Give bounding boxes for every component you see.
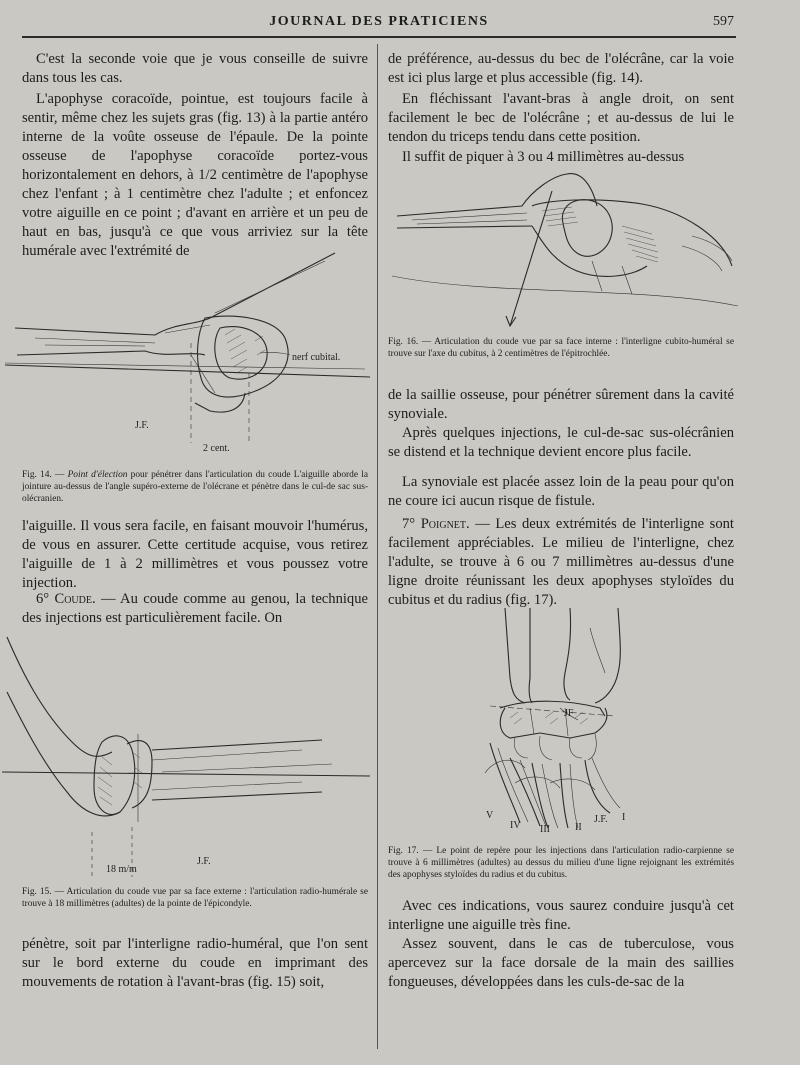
left-paragraph-3: l'aiguille. Il vous sera facile, en faisant mouvoir l'humérus, de vous en assurer. Cette certitude acquise, vous retirez l'aiguille de 1 à 2 millimètres et vous poussez votre injection. (22, 518, 368, 591)
left-paragraph-5: pénètre, soit par l'interligne radio-huméral, que l'on sent sur le bord externe du coude en imprimant des mouvements de rotation à l'avant-bras (fig. 15) soit, (22, 936, 368, 990)
figure-15 (2, 632, 370, 880)
fig14-nerve-label: nerf cubital. (292, 352, 341, 363)
fig14-signature: J.F. (135, 420, 149, 431)
fig17-signature-bottom: J.F. (594, 814, 608, 825)
right-paragraph-8-block (388, 897, 734, 935)
left-paragraph-4-block (22, 590, 368, 628)
figure-14-caption-block (22, 469, 368, 505)
page-number: 597 (713, 14, 734, 29)
right-paragraph-3: Il suffit de piquer à 3 ou 4 millimètres au-dessus (402, 149, 685, 165)
figure-15-caption-block (22, 886, 368, 910)
figure-15-drawing (2, 632, 370, 880)
figure-16-caption-block (388, 336, 734, 360)
figure-16-drawing (392, 166, 738, 334)
right-paragraph-2-block (388, 90, 734, 147)
left-paragraph-5-block (22, 935, 368, 992)
fig17-signature-top: JF (564, 708, 574, 719)
figure-17-drawing (470, 608, 670, 838)
fig15-signature: J.F. (197, 856, 211, 867)
right-paragraph-9-block (388, 935, 734, 992)
figure-14-caption: Fig. 14. — Point d'élection pour pénétrer dans l'articulation du coude L'aiguille aborde la jointure au-dessus de l'angle supéro-externe de l'olécrane et pénètre dans le cul-de sac sus-olécranien. (22, 470, 368, 504)
figure-16-caption: Fig. 16. — Articulation du coude vue par sa face interne : l'interligne cubito-huméral se trouve sur l'axe du cubitus, à 2 centimètres de l'épitrochlée. (388, 337, 734, 359)
right-paragraph-1-block (388, 50, 734, 88)
figure-15-caption: Fig. 15. — Articulation du coude vue par sa face externe : l'articulation radio-humérale se trouve à 18 millimètres (adultes) de la pointe de l'épicondyle. (22, 887, 368, 909)
figure-17-caption: Fig. 17. — Le point de repère pour les injections dans l'articulation radio-carpienne se trouve à 6 millimètres (adultes) au dessus du milieu d'une ligne rejoignant les extrémités des apophyses styloïdes du radius et du cubitus. (388, 846, 734, 880)
fig17-finger-label-v: V (486, 810, 494, 821)
figure-16 (392, 166, 738, 334)
running-header (22, 10, 736, 38)
right-paragraph-2: En fléchissant l'avant-bras à angle droit, on sent facilement le bec de l'olécrâne ; et au-dessus de lui le tendon du triceps tendu dans cette position. (388, 91, 734, 145)
fig17-finger-label-iv: IV (510, 820, 521, 831)
left-paragraph-2-block (22, 90, 368, 261)
right-paragraph-3-block (388, 148, 734, 167)
fig17-finger-label-ii: II (575, 822, 582, 833)
figure-17-caption-block (388, 845, 734, 881)
figure-14-drawing (5, 243, 370, 458)
figure-14 (5, 243, 370, 458)
right-paragraph-4: de la saillie osseuse, pour pénétrer sûrement dans la cavité synoviale. (388, 387, 734, 422)
right-paragraph-5-block (388, 424, 734, 462)
right-paragraph-4-block (388, 386, 734, 424)
left-paragraph-1: C'est la seconde voie que je vous conseille de suivre dans tous les cas. (22, 51, 368, 86)
right-paragraph-5: Après quelques injections, le cul-de-sac sus-olécrânien se distend et la technique devient encore plus facile. (388, 425, 734, 460)
fig15-distance-label: 18 m/m (106, 864, 137, 875)
right-paragraph-1: de préférence, au-dessus du bec de l'olécrâne, car la voie est ici plus large et plus accessible (fig. 14). (388, 51, 734, 86)
left-paragraph-4: 6° Coude. — Au coude comme au genou, la technique des injections est particulièrement facile. On (22, 591, 368, 626)
fig17-finger-label-iii: III (540, 824, 550, 835)
left-paragraph-3-block (22, 517, 368, 593)
right-paragraph-7-block (388, 515, 734, 610)
right-paragraph-6: La synoviale est placée assez loin de la peau pour qu'on ne coure ici aucun risque de fistule. (388, 474, 734, 509)
figure-17 (470, 608, 670, 838)
fig14-distance-label: 2 cent. (203, 443, 230, 454)
right-paragraph-7: 7° Poignet. — Les deux extrémités de l'interligne sont facilement appréciables. Le milieu de l'interligne, chez l'adulte, se trouve à 6 ou 7 millimètres au-dessus d'une ligne droite réunissant les deux apophyses styloïdes du cubitus et du radius (fig. 17). (388, 516, 734, 608)
journal-title: JOURNAL DES PRATICIENS (269, 14, 489, 29)
right-paragraph-9: Assez souvent, dans le cas de tuberculose, vous apercevez sur la face dorsale de la main des saillies fongueuses, développées dans les culs-de-sac de la (388, 936, 734, 990)
right-paragraph-8: Avec ces indications, vous saurez conduire jusqu'à cet interligne une aiguille très fine. (388, 898, 734, 933)
left-paragraph-2: L'apophyse coracoïde, pointue, est toujours facile à sentir, même chez les sujets gras (fig. 13) à la partie antéro interne de la voûte osseuse de l'épaule. De la pointe osseuse de l'apophyse coracoïde portez-vous horizontalement en dehors, à 1/2 centimètre de l'apophyse chez l'enfant ; à 1 centimètre chez l'adulte ; et enfoncez votre aiguille en ce point ; d'avant en arrière et un peu de haut en bas, jusqu'à ce que vous arriviez sur la tête humérale avec l'extrémité de (22, 91, 368, 259)
fig17-finger-label-i: I (622, 812, 626, 823)
column-divider (377, 44, 378, 1049)
right-paragraph-6-block (388, 473, 734, 511)
left-paragraph-1-block (22, 50, 368, 88)
